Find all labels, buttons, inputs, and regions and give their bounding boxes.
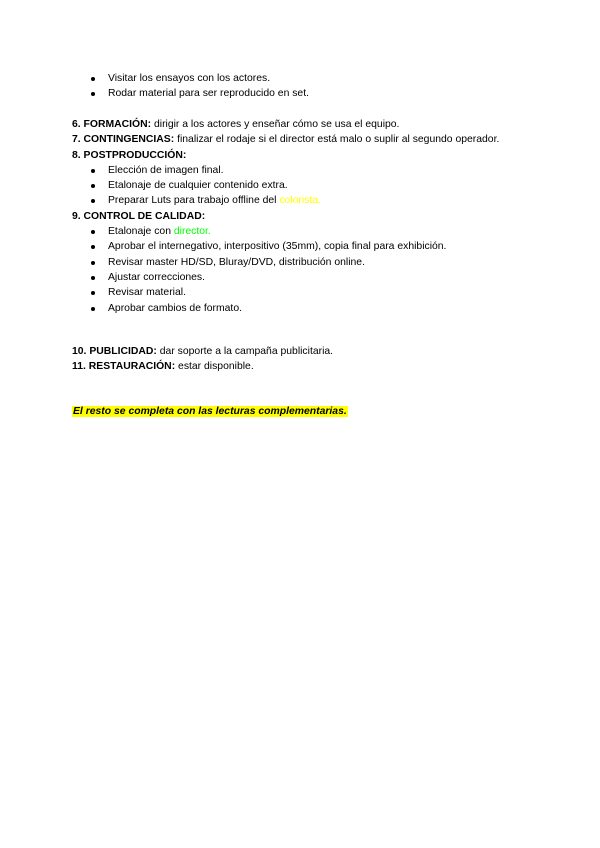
section-publicidad [72,344,532,359]
list-item: Revisar material. [72,285,532,300]
list-item: Ajustar correcciones. [72,270,532,285]
section-text: estar disponible. [175,361,254,373]
section-postproduccion-title: 8. POSTPRODUCCIÓN: [72,149,187,161]
list-item: Etalonaje de cualquier contenido extra. [72,178,532,193]
section-contingencias [72,132,532,147]
section-title: 10. PUBLICIDAD: [72,346,157,357]
postproduccion-list [72,163,532,209]
highlighted-note: El resto se completa con las lecturas complementarias. [73,406,347,417]
section-text: dirigir a los actores y enseñar cómo se usa el equipo. [151,119,400,130]
section-text: finalizar el rodaje si el director está malo o suplir al segundo operador. [174,134,500,146]
list-item-text: Etalonaje con [108,226,174,238]
highlighted-word: colorista. [279,195,321,207]
list-item [72,193,532,208]
list-item: Revisar master HD/SD, Bluray/DVD, distribución online. [72,255,532,270]
section-control-calidad-title: 9. CONTROL DE CALIDAD: [72,210,206,222]
list-item: Aprobar cambios de formato. [72,301,532,316]
section-text: dar soporte a la campaña publicitaria. [156,346,334,357]
list-item [72,224,532,239]
section-restauracion [72,359,532,374]
section-title: 6. FORMACIÓN: [72,119,152,130]
highlighted-word: director. [173,226,211,238]
section-formacion [72,117,532,132]
list-item: Rodar material para ser reproducido en set. [72,86,532,101]
note-block [72,404,532,419]
control-calidad-list [72,224,532,316]
list-item: Elección de imagen final. [72,163,532,178]
list-item-text: Preparar Luts para trabajo offline del [108,195,280,207]
list-item: Aprobar el internegativo, interpositivo (35mm), copia final para exhibición. [72,239,532,254]
top-bullet-list-block [72,71,532,102]
section-title: 11. RESTAURACIÓN: [72,361,176,373]
sections-block [72,117,532,316]
sections-final-block [72,344,532,375]
list-item: Visitar los ensayos con los actores. [72,71,532,86]
section-title: 7. CONTINGENCIAS: [72,134,175,146]
top-bullet-list [72,71,532,102]
